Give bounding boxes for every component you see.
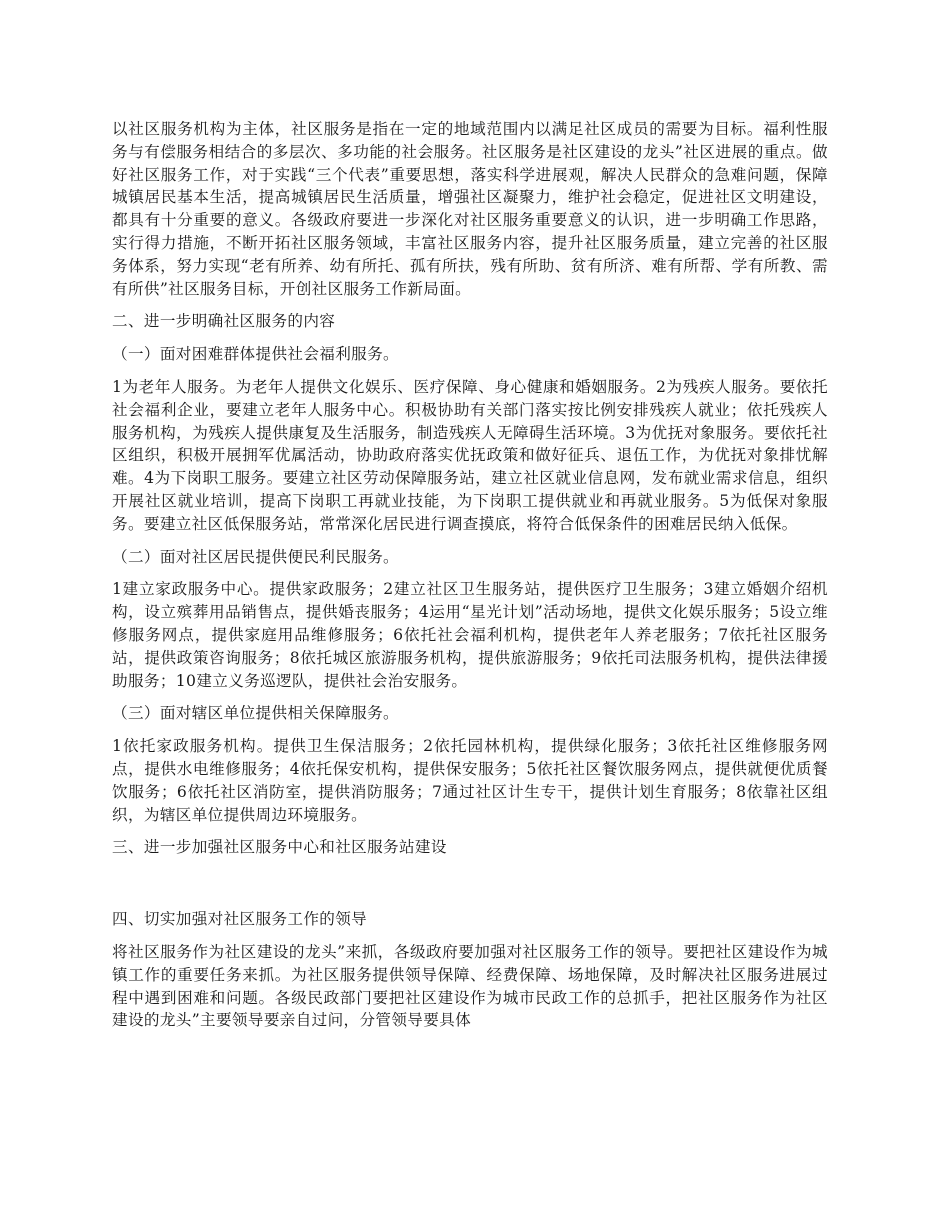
subsection-2-paragraph: 1建立家政服务中心。提供家政服务；2建立社区卫生服务站，提供医疗卫生服务；3建立婚姻介绍机构，设立殡葬用品销售点，提供婚丧服务；4运用“星光计划”活动场地，提供文化娱乐服务；5设立维修服务网点，提供家庭用品维修服务；6依托社会福利机构，提供老年人养老服务；7依托社区服务站，提供政策咨询服务；8依托城区旅游服务机构，提供旅游服务；9依托司法服务机构，提供法律援助服务；10建立义务巡逻队，提供社会治安服务。 [112, 580, 828, 690]
section-3-heading: 三、进一步加强社区服务中心和社区服务站建设 [112, 838, 447, 857]
subsection-3-paragraph: 1依托家政服务机构。提供卫生保洁服务；2依托园林机构，提供绿化服务；3依托社区维修服务网点，提供水电维修服务；4依托保安机构，提供保安服务；5依托社区餐饮服务网点，提供就便优质餐饮服务；6依托社区消防室，提供消防服务；7通过社区计生专干，提供计划生育服务；8依靠社区组织，为辖区单位提供周边环境服务。 [112, 737, 828, 824]
subsection-2-heading: （二）面对社区居民提供便民利民服务。 [112, 547, 399, 566]
section-4-heading: 四、切实加强对社区服务工作的领导 [112, 910, 368, 929]
section-2-heading: 二、进一步明确社区服务的内容 [112, 312, 336, 331]
subsection-3-heading: （三）面对辖区单位提供相关保障服务。 [112, 704, 399, 723]
subsection-1-heading: （一）面对困难群体提供社会福利服务。 [112, 345, 399, 364]
section-4-paragraph: 将社区服务作为社区建设的龙头”来抓，各级政府要加强对社区服务工作的领导。要把社区建设作为城镇工作的重要任务来抓。为社区服务提供领导保障、经费保障、场地保障，及时解决社区服务进展过程中遇到困难和问题。各级民政部门要把社区建设作为城市民政工作的总抓手，把社区服务作为社区建设的龙头”主要领导要亲自过问，分管领导要具体 [112, 942, 828, 1030]
intro-paragraph: 以社区服务机构为主体，社区服务是指在一定的地域范围内以满足社区成员的需要为目标。福利性服务与有偿服务相结合的多层次、多功能的社会服务。社区服务是社区建设的龙头”社区进展的重点。做好社区服务工作，对于实践“三个代表”重要思想，落实科学进展观，解决人民群众的急难问题，保障城镇居民基本生活，提高城镇居民生活质量，增强社区凝聚力，维护社会稳定，促进社区文明建设，都具有十分重要的意义。各级政府要进一步深化对社区服务重要意义的认识，进一步明确工作思路，实行得力措施，不断开拓社区服务领域，丰富社区服务内容，提升社区服务质量，建立完善的社区服务体系，努力实现“老有所养、幼有所托、孤有所扶，残有所助、贫有所济、难有所帮、学有所教、需有所供”社区服务目标，开创社区服务工作新局面。 [112, 120, 828, 298]
subsection-1-paragraph: 1为老年人服务。为老年人提供文化娱乐、医疗保障、身心健康和婚姻服务。2为残疾人服务。要依托社会福利企业，要建立老年人服务中心。积极协助有关部门落实按比例安排残疾人就业；依托残疾人服务机构，为残疾人提供康复及生活服务，制造残疾人无障碍生活环境。3为优抚对象服务。要依托社区组织，积极开展拥军优属活动，协助政府落实优抚政策和做好征兵、退伍工作，为优抚对象排忧解难。4为下岗职工服务。要建立社区劳动保障服务站，建立社区就业信息网，发布就业需求信息，组织开展社区就业培训，提高下岗职工再就业技能，为下岗职工提供就业和再就业服务。5为低保对象服务。要建立社区低保服务站，常常深化居民进行调查摸底，将符合低保条件的困难居民纳入低保。 [112, 377, 828, 533]
document-page [112, 118, 828, 1032]
